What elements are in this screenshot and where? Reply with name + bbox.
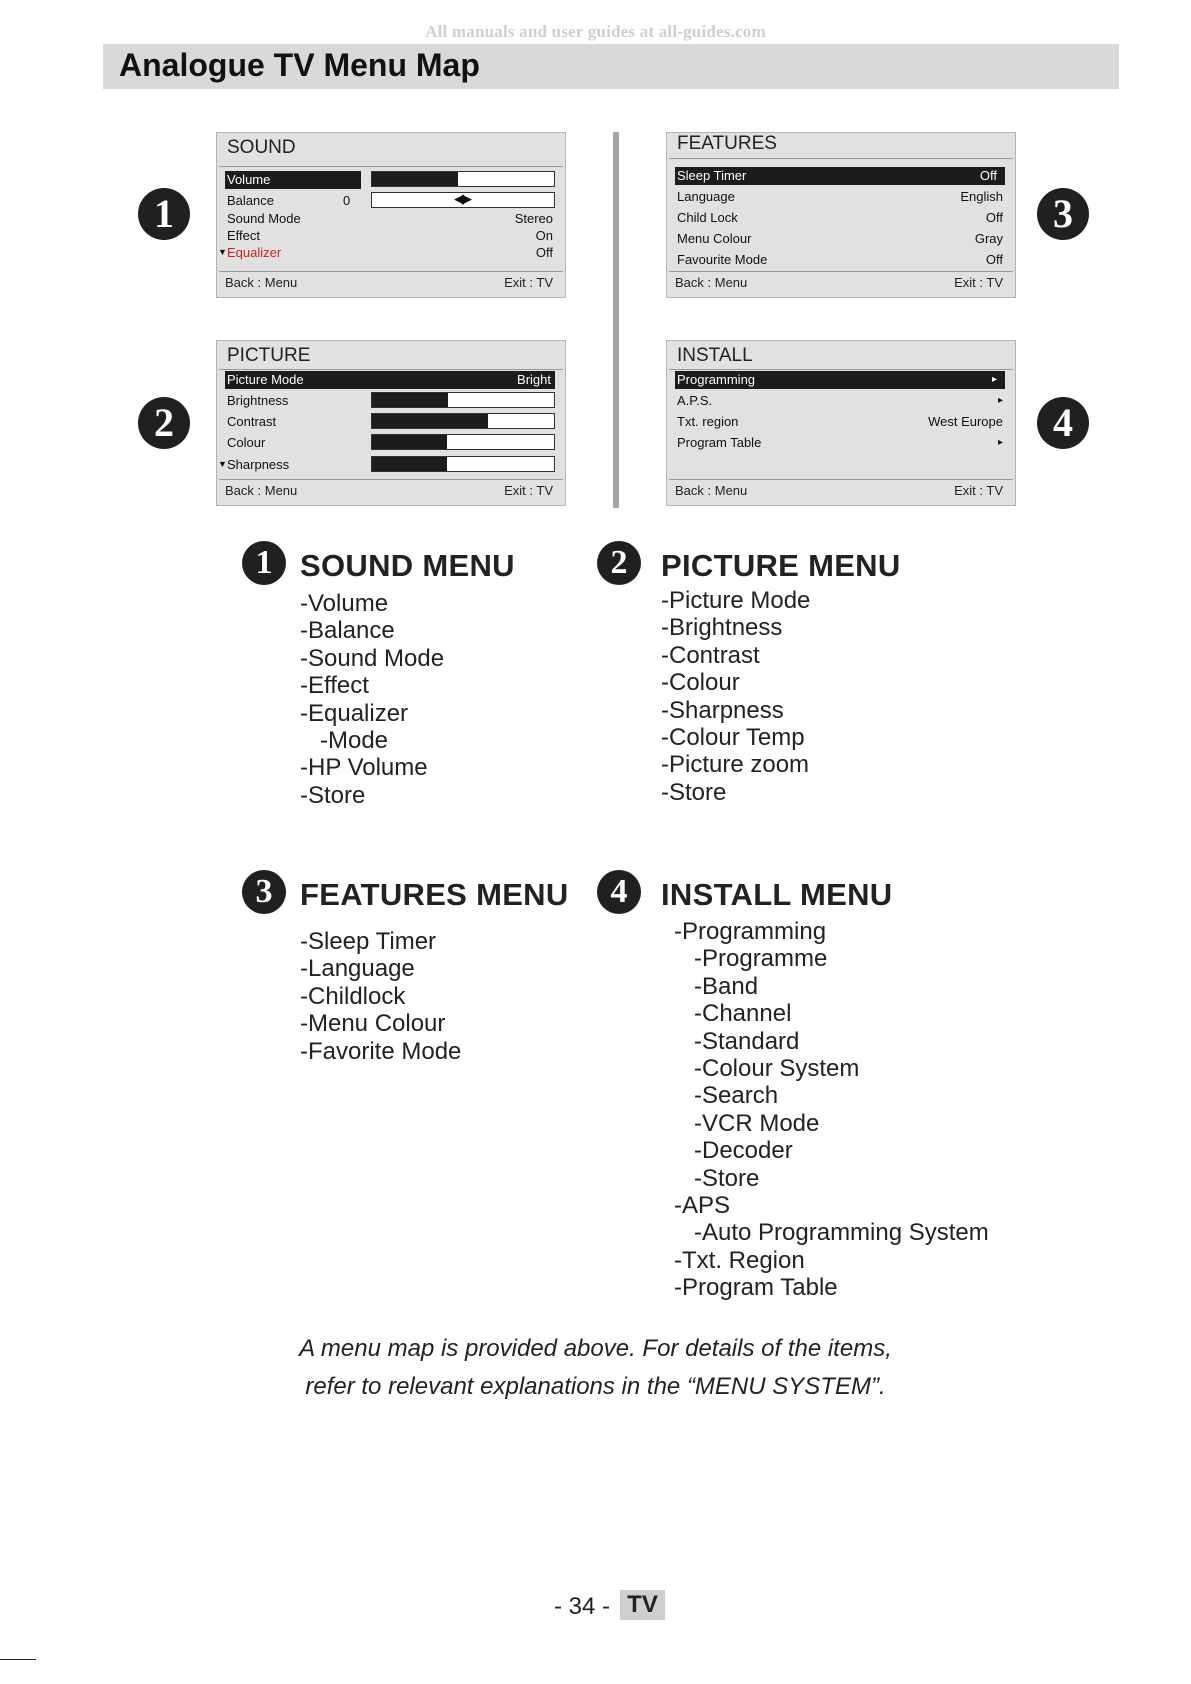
osd-row-value: Off xyxy=(985,210,1003,225)
osd-row-favourite-mode[interactable] xyxy=(675,251,1003,269)
sound-osd-panel xyxy=(216,132,566,298)
exit-hint: Exit : TV xyxy=(504,275,553,290)
osd-row-label: Txt. region xyxy=(677,414,739,429)
osd-title: SOUND xyxy=(227,137,296,158)
list-item: -Program Table xyxy=(674,1274,838,1302)
back-hint: Back : Menu xyxy=(225,275,298,290)
osd-row-value: Off xyxy=(979,168,997,183)
list-subitem: -Colour System xyxy=(694,1055,860,1083)
osd-row-aps[interactable] xyxy=(675,392,1003,410)
osd-footer xyxy=(675,483,1003,501)
osd-title: FEATURES xyxy=(677,133,777,154)
osd-rule xyxy=(669,369,1013,370)
back-hint: Back : Menu xyxy=(675,275,748,290)
osd-row-label: Child Lock xyxy=(677,210,738,225)
balance-value: 0 xyxy=(343,193,351,208)
features-menu-title: FEATURES MENU xyxy=(300,877,569,912)
install-osd-panel xyxy=(666,340,1016,506)
osd-row-value: West Europe xyxy=(928,414,1003,429)
osd-row-label: Language xyxy=(677,189,735,204)
back-hint: Back : Menu xyxy=(675,483,748,498)
balance-bar[interactable] xyxy=(371,192,555,208)
more-down-icon: ▼ xyxy=(218,247,227,257)
osd-row-colour[interactable] xyxy=(225,434,553,452)
osd-row-label: Sleep Timer xyxy=(677,168,747,183)
list-item: -APS xyxy=(674,1192,731,1220)
osd-row-sleep-timer[interactable] xyxy=(675,167,1003,185)
osd-row-balance[interactable] xyxy=(225,192,553,210)
picture-osd-panel xyxy=(216,340,566,506)
osd-rule xyxy=(669,479,1013,480)
osd-row-label: Sound Mode xyxy=(227,211,301,226)
list-item: -Picture zoom xyxy=(661,751,810,779)
watermark: All manuals and user guides at all-guides.com xyxy=(425,22,766,41)
osd-row-equalizer[interactable] xyxy=(218,244,553,262)
volume-bar-fill xyxy=(372,172,458,186)
list-item: -Colour xyxy=(661,669,740,697)
list-item: -Volume xyxy=(300,590,389,617)
sharpness-bar[interactable] xyxy=(371,456,555,472)
osd-row-txt-region[interactable] xyxy=(675,413,1003,431)
osd-row-label: Equalizer xyxy=(227,245,282,260)
brightness-bar-fill xyxy=(372,393,448,407)
list-subitem: -Search xyxy=(694,1082,779,1110)
brightness-bar[interactable] xyxy=(371,392,555,408)
osd-row-label: Balance xyxy=(227,193,274,208)
list-subitem: -Programme xyxy=(694,945,828,973)
osd-row-contrast[interactable] xyxy=(225,413,553,431)
osd-row-brightness[interactable] xyxy=(225,392,553,410)
osd-row-label: A.P.S. xyxy=(677,393,713,408)
number-1-icon: 1 xyxy=(138,188,190,240)
contrast-bar-fill xyxy=(372,414,488,428)
osd-row-program-table[interactable] xyxy=(675,434,1003,452)
osd-row-label: Programming xyxy=(677,372,756,387)
more-down-icon: ▼ xyxy=(218,459,227,469)
osd-row-label: Menu Colour xyxy=(677,231,752,246)
list-subitem: -VCR Mode xyxy=(694,1109,820,1137)
install-menu-title: INSTALL MENU xyxy=(661,877,893,912)
list-item: -Menu Colour xyxy=(300,1010,446,1038)
exit-hint: Exit : TV xyxy=(954,483,1003,498)
list-item: -Childlock xyxy=(300,982,406,1010)
osd-footer xyxy=(225,275,553,293)
osd-row-label: Program Table xyxy=(677,435,762,450)
exit-hint: Exit : TV xyxy=(504,483,553,498)
osd-row-value: Bright xyxy=(517,372,551,387)
osd-row-child-lock[interactable] xyxy=(675,209,1003,227)
osd-row-value: Off xyxy=(985,252,1003,267)
osd-rule xyxy=(669,158,1013,159)
osd-row-value: Gray xyxy=(974,231,1003,246)
osd-row-label: Picture Mode xyxy=(227,372,304,387)
number-3-icon: 3 xyxy=(1037,188,1089,240)
number-2-icon: 2 xyxy=(138,397,190,449)
osd-row-value: On xyxy=(535,228,553,243)
features-osd-panel xyxy=(666,132,1016,298)
list-item: -Txt. Region xyxy=(674,1246,805,1274)
picture-menu-list xyxy=(661,587,810,806)
sound-menu-title: SOUND MENU xyxy=(300,548,515,583)
list-item: -Programming xyxy=(674,918,827,945)
menu-map-note xyxy=(0,1330,1191,1406)
number-2-icon: 2 xyxy=(597,541,641,585)
list-subitem: -Store xyxy=(694,1164,760,1192)
osd-row-picture-mode[interactable] xyxy=(225,371,553,389)
list-item: -Effect xyxy=(300,672,369,700)
list-subitem: -Band xyxy=(694,972,759,1000)
number-1-icon: 1 xyxy=(242,541,286,585)
osd-row-label: Favourite Mode xyxy=(677,252,768,267)
number-4-icon: 4 xyxy=(1037,397,1089,449)
list-subitem: -Channel xyxy=(694,1000,792,1028)
osd-row-label: Contrast xyxy=(227,414,277,429)
submenu-arrow-icon: ▸ xyxy=(991,374,997,385)
osd-title: INSTALL xyxy=(677,345,753,366)
balance-arrows-icon: ◀▶ xyxy=(454,191,470,206)
osd-row-volume[interactable] xyxy=(225,171,553,189)
list-item: -Store xyxy=(661,778,727,806)
osd-row-language[interactable] xyxy=(675,188,1003,206)
osd-footer xyxy=(675,275,1003,293)
list-item: -Language xyxy=(300,955,415,983)
osd-row-value: Stereo xyxy=(514,211,553,226)
list-item: -Sound Mode xyxy=(300,644,445,672)
list-item: -Colour Temp xyxy=(661,724,805,752)
osd-row-label: Volume xyxy=(227,172,271,187)
volume-bar[interactable] xyxy=(371,171,555,187)
osd-row-programming[interactable] xyxy=(675,371,1003,389)
list-item: -Equalizer xyxy=(300,699,409,727)
corner-mark xyxy=(0,1659,36,1660)
sharpness-bar-fill xyxy=(372,457,447,471)
osd-row-sound-mode[interactable] xyxy=(225,210,553,228)
number-3-icon: 3 xyxy=(242,870,286,914)
osd-row-value: English xyxy=(960,189,1003,204)
list-item: -Brightness xyxy=(661,614,783,642)
osd-row-label: Colour xyxy=(227,435,266,450)
osd-row-label: Brightness xyxy=(227,393,289,408)
list-subitem: -Decoder xyxy=(694,1137,793,1165)
colour-bar[interactable] xyxy=(371,434,555,450)
osd-rule xyxy=(219,479,563,480)
column-divider xyxy=(613,132,619,508)
list-item: -HP Volume xyxy=(300,754,428,782)
list-item: -Balance xyxy=(300,617,395,645)
list-subitem: -Auto Programming System xyxy=(694,1219,989,1247)
osd-title: PICTURE xyxy=(227,345,311,366)
list-subitem: -Standard xyxy=(694,1027,800,1055)
osd-row-menu-colour[interactable] xyxy=(675,230,1003,248)
osd-row-effect[interactable] xyxy=(225,227,553,245)
osd-row-value: Off xyxy=(535,245,553,260)
submenu-arrow-icon: ▸ xyxy=(997,395,1003,406)
osd-row-label: Sharpness xyxy=(227,457,290,472)
list-item: -Favorite Mode xyxy=(300,1037,462,1065)
osd-footer xyxy=(225,483,553,501)
osd-rule xyxy=(219,166,563,167)
colour-bar-fill xyxy=(372,435,447,449)
osd-row-sharpness[interactable] xyxy=(218,456,553,474)
osd-rule xyxy=(219,369,563,370)
features-menu-list xyxy=(300,928,461,1065)
osd-row-label: Effect xyxy=(227,228,261,243)
sound-menu-list xyxy=(300,590,444,809)
section-badge: TV xyxy=(620,1590,665,1620)
back-hint: Back : Menu xyxy=(225,483,298,498)
list-item: -Sleep Timer xyxy=(300,928,437,955)
list-item: -Store xyxy=(300,781,366,809)
number-4-icon: 4 xyxy=(597,870,641,914)
exit-hint: Exit : TV xyxy=(954,275,1003,290)
list-item: -Picture Mode xyxy=(661,587,811,614)
page-title: Analogue TV Menu Map xyxy=(119,47,480,83)
note-line: refer to relevant explanations in the “MENU SYSTEM”. xyxy=(305,1373,886,1400)
submenu-arrow-icon: ▸ xyxy=(997,437,1003,448)
osd-rule xyxy=(669,271,1013,272)
contrast-bar[interactable] xyxy=(371,413,555,429)
list-item: -Sharpness xyxy=(661,696,784,724)
list-item: -Contrast xyxy=(661,641,760,669)
list-subitem: -Mode xyxy=(320,727,389,755)
note-line: A menu map is provided above. For details of the items, xyxy=(299,1335,892,1362)
picture-menu-title: PICTURE MENU xyxy=(661,548,901,583)
install-menu-list xyxy=(674,918,989,1302)
page-number: - 34 - xyxy=(554,1593,611,1620)
osd-rule xyxy=(219,271,563,272)
